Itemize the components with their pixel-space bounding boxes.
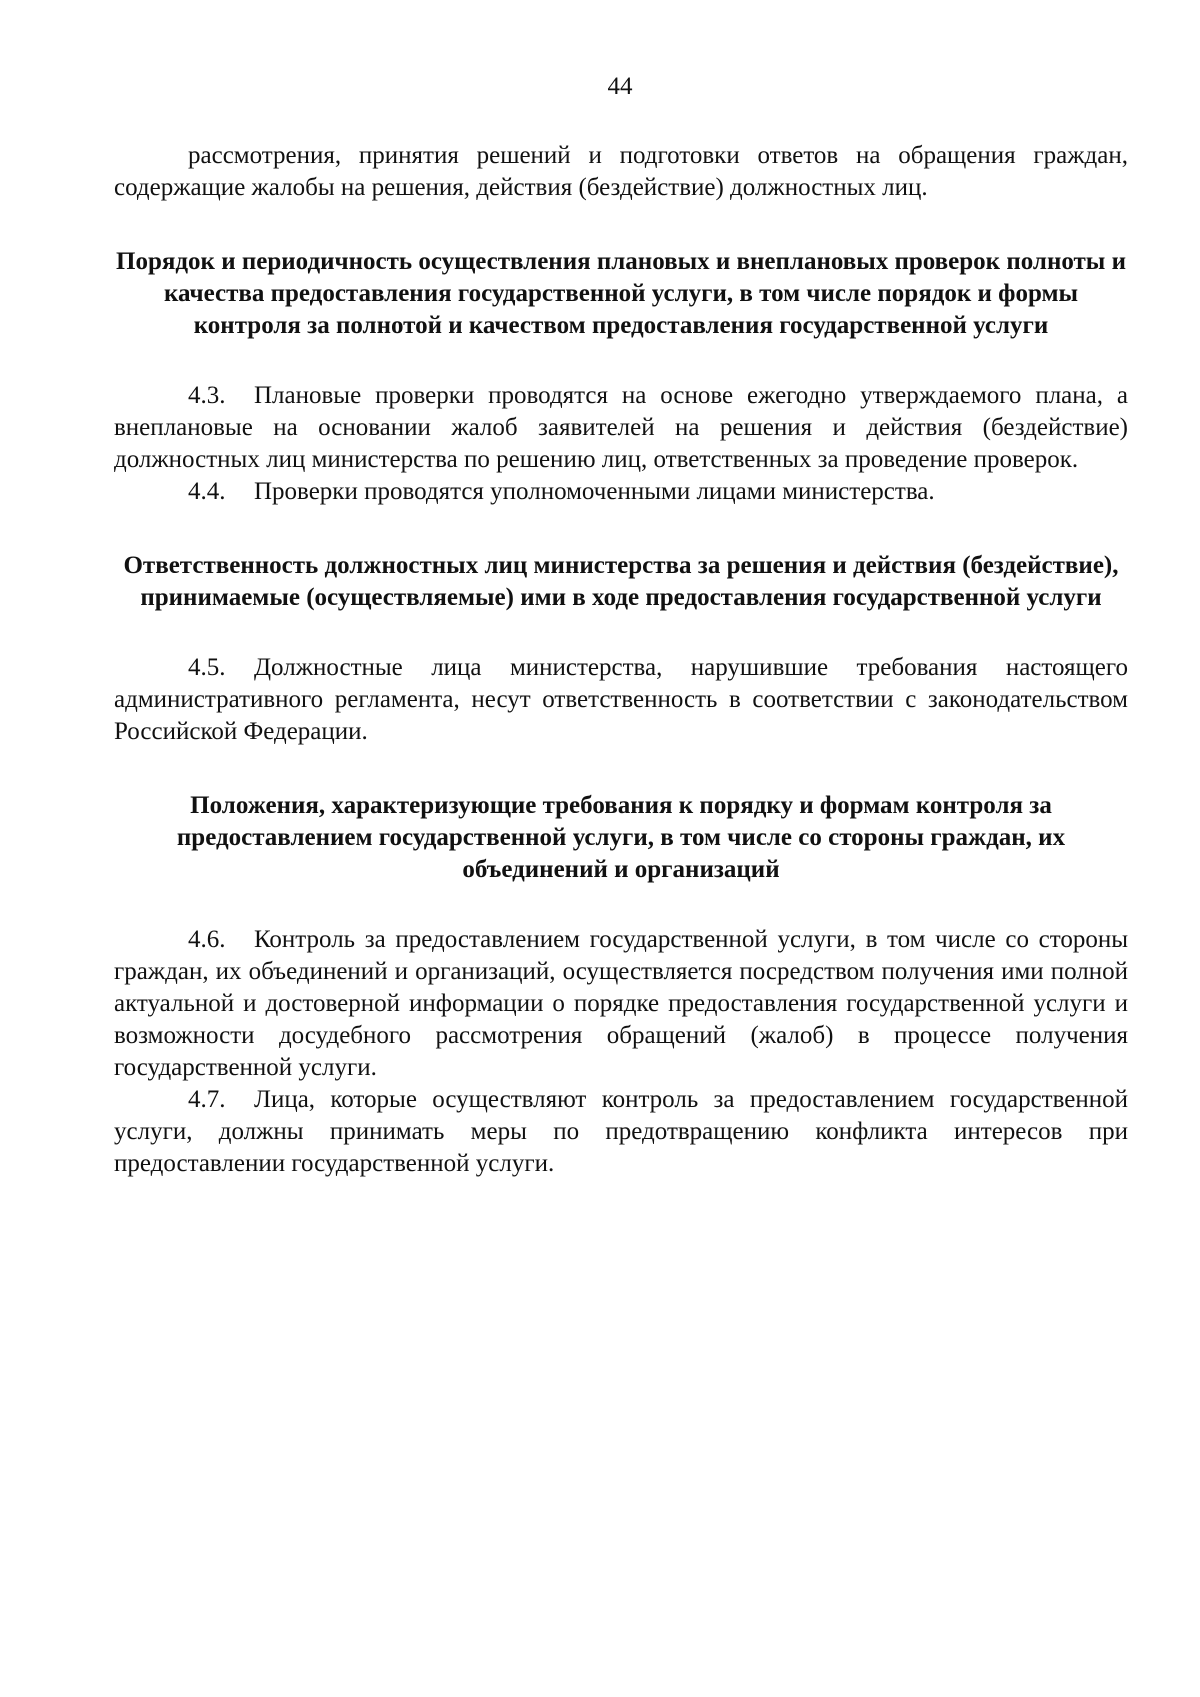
section-heading: Ответственность должностных лиц министерства за решения и действия (бездействие), принимаемые (осуществляемые) ими в ходе предоставления государственной услуги bbox=[123, 552, 1119, 611]
section-control-provisions bbox=[114, 790, 1128, 1180]
list-item bbox=[114, 652, 1128, 748]
item-text: Контроль за предоставлением государственной услуги, в том числе со стороны граждан, их объединений и организаций, осуществляется посредством получения ими полной актуальной и достоверной информации о порядке предоставления государственной услуги и возможности досудебного рассмотрения обращений (жалоб) в процессе получения государственной услуги. bbox=[114, 926, 1128, 1081]
section-heading: Положения, характеризующие требования к порядку и формам контроля за предоставлением государственной услуги, в том числе со стороны граждан, их объединений и организаций bbox=[176, 792, 1066, 883]
list-item bbox=[114, 380, 1128, 476]
page-content bbox=[114, 140, 1128, 1180]
list-item bbox=[114, 1084, 1128, 1180]
item-number: 4.5. bbox=[188, 654, 226, 681]
item-number: 4.4. bbox=[188, 478, 226, 505]
section-responsibility bbox=[114, 550, 1128, 748]
item-text: Лица, которые осуществляют контроль за предоставлением государственной услуги, должны принимать меры по предотвращению конфликта интересов при предоставлении государственной услуги. bbox=[114, 1086, 1128, 1177]
section-heading: Порядок и периодичность осуществления плановых и внеплановых проверок полноты и качества предоставления государственной услуги, в том числе порядок и формы контроля за полнотой и качеством предоставления государственной услуги bbox=[116, 248, 1126, 339]
list-item bbox=[114, 476, 1128, 508]
item-number: 4.6. bbox=[188, 926, 226, 953]
page-number: 44 bbox=[607, 73, 633, 100]
section-planned-inspections bbox=[114, 246, 1128, 508]
item-number: 4.3. bbox=[188, 382, 226, 409]
list-item bbox=[114, 924, 1128, 1084]
item-text: Плановые проверки проводятся на основе ежегодно утверждаемого плана, а внеплановые на основании жалоб заявителей на решения и действия (бездействие) должностных лиц министерства по решению лиц, ответственных за проведение проверок. bbox=[114, 382, 1128, 473]
intro-paragraph: рассмотрения, принятия решений и подготовки ответов на обращения граждан, содержащие жалобы на решения, действия (бездействие) должностных лиц. bbox=[114, 142, 1128, 201]
item-text: Должностные лица министерства, нарушившие требования настоящего административного регламента, несут ответственность в соответствии с законодательством Российской Федерации. bbox=[114, 654, 1128, 745]
item-number: 4.7. bbox=[188, 1086, 226, 1113]
item-text: Проверки проводятся уполномоченными лицами министерства. bbox=[254, 478, 935, 505]
